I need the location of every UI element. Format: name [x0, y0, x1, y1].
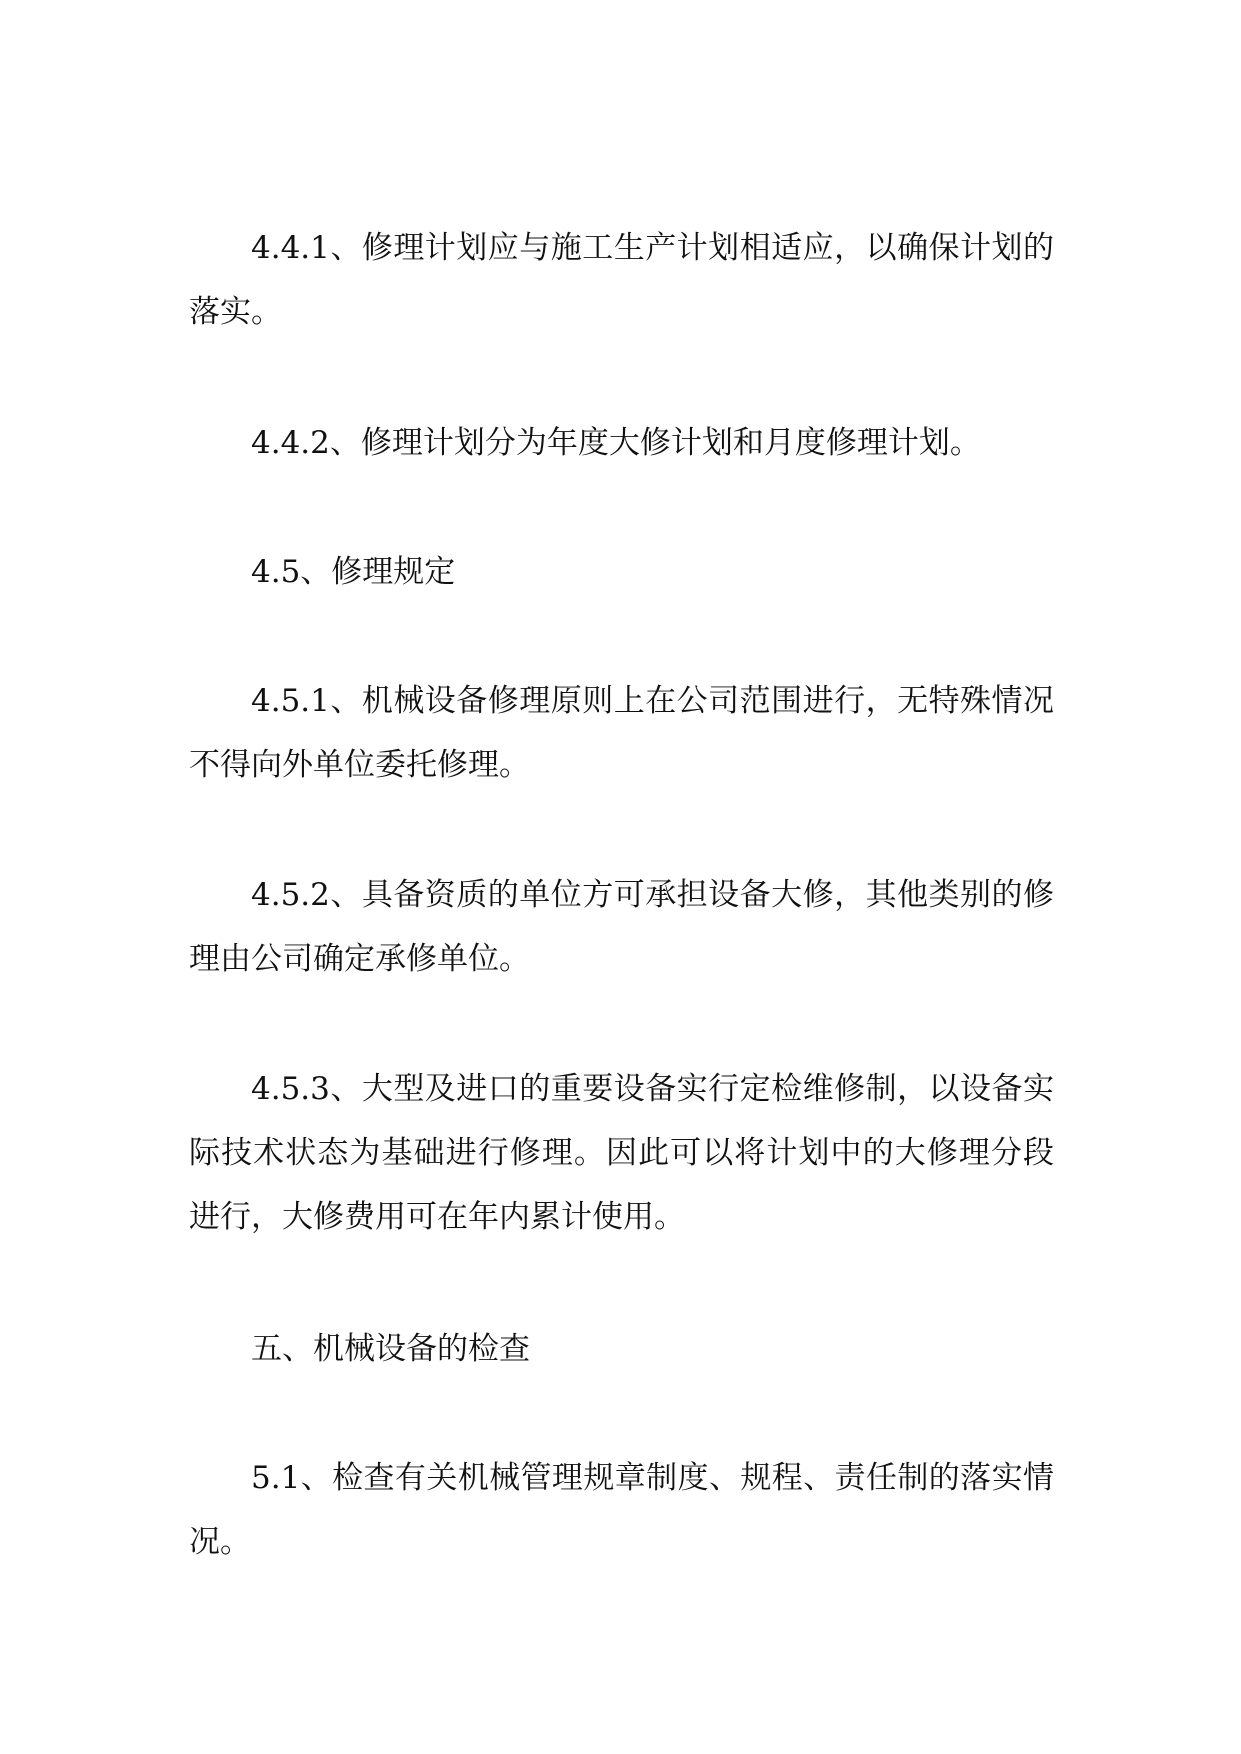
- paragraph-4-5-2: 4.5.2、具备资质的单位方可承担设备大修，其他类别的修理由公司确定承修单位。: [189, 877, 1054, 977]
- section-heading-4-5: 4.5、修理规定: [251, 554, 456, 590]
- paragraph-4-4-1: 4.4.1、修理计划应与施工生产计划相适应，以确保计划的落实。: [189, 230, 1054, 330]
- paragraph-5-1: 5.1、检查有关机械管理规章制度、规程、责任制的落实情况。: [189, 1460, 1054, 1560]
- paragraph-4-4-2: 4.4.2、修理计划分为年度大修计划和月度修理计划。: [251, 425, 981, 461]
- paragraph-4-5-3: 4.5.3、大型及进口的重要设备实行定检维修制，以设备实际技术状态为基础进行修理。因此可以将计划中的大修理分段进行，大修费用可在年内累计使用。: [189, 1071, 1054, 1235]
- section-heading-5: 五、机械设备的检查: [251, 1331, 530, 1367]
- paragraph-4-5-1: 4.5.1、机械设备修理原则上在公司范围进行，无特殊情况不得向外单位委托修理。: [189, 683, 1054, 783]
